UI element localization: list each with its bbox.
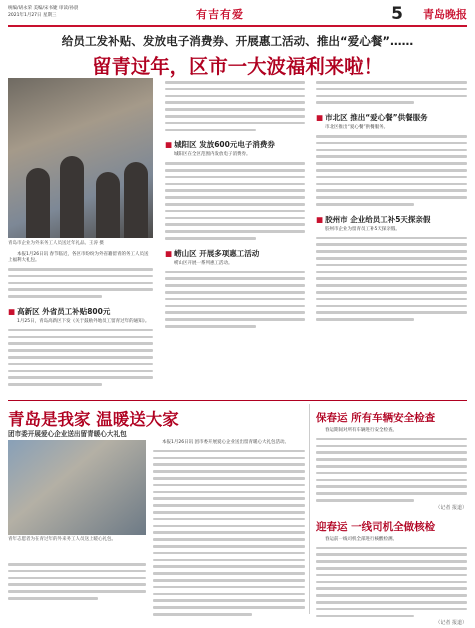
column-three (316, 78, 467, 323)
body-text-placeholder (316, 235, 467, 323)
section-marker-icon: ■ (165, 248, 173, 258)
side-briefs (316, 406, 467, 628)
bottom-column-one (8, 560, 146, 602)
photo-figure (26, 168, 50, 238)
body-text-placeholder (153, 448, 305, 618)
bottom-story-lead: 本报1月26日讯 团市委开展爱心企业送出留青暖心大礼包活动。 (162, 440, 290, 445)
brief-headline: 迎春运 一线司机全做核检 (316, 520, 436, 533)
section-divider (8, 400, 467, 401)
body-text-placeholder (165, 160, 305, 242)
section-marker-icon: ■ (316, 113, 324, 123)
section-lead: 市北区推出“爱心餐”供餐服务。 (325, 125, 389, 131)
body-text-placeholder (165, 269, 305, 330)
brief-byline: （记者 报道） (435, 620, 467, 627)
brief-lead: 春运前一线司机全部进行核酸检测。 (325, 536, 397, 542)
photo-figure (124, 162, 148, 238)
section-marker-icon: ■ (8, 307, 16, 317)
body-text-placeholder (8, 561, 146, 602)
story-lead: 本报1月26日讯 春节临近，各区市纷纷为外省籍留青的务工人员送上福利大礼包。 (8, 251, 149, 264)
masthead (8, 4, 467, 24)
page-number: 5 (391, 4, 403, 24)
section-heading: ■ 崂山区 开展多项惠工活动 (165, 248, 260, 258)
bottom-story-deck: 团市委开展爱心企业送出留青暖心大礼包 (8, 430, 127, 438)
masthead-meta (8, 5, 78, 19)
section-heading: ■ 市北区 推出“爱心餐”供餐服务 (316, 113, 428, 123)
editor-credits: 统编/胡永荣 美编/宋书婕 审读/孙晨 (8, 6, 79, 11)
photo-figure (60, 156, 84, 238)
section-heading: ■ 城阳区 发放600元电子消费券 (165, 140, 275, 150)
column-name: 有吉有爱 (196, 8, 244, 21)
news-photo (8, 78, 153, 238)
bottom-story-headline: 青岛是我家 温暖送大家 (8, 410, 179, 429)
body-text-placeholder (316, 436, 467, 504)
issue-date: 2021年1月27日 星期三 (8, 13, 57, 18)
column-one (8, 78, 153, 388)
section-lead: 胶州市企业为留青员工补5天探亲假。 (325, 226, 400, 232)
section-lead: 城阳区在全区范围内发放电子消费券。 (174, 152, 251, 158)
column-divider (309, 404, 310, 614)
section-heading: ■ 胶州市 企业给员工补5天探亲假 (316, 214, 431, 224)
top-story-headline: 留青过年，区市一大波福利来啦！ (92, 55, 383, 78)
section-marker-icon: ■ (165, 140, 173, 150)
masthead-rule (8, 25, 467, 27)
brief-headline: 保春运 所有车辆安全检查 (316, 412, 436, 424)
bottom-news-photo (8, 440, 146, 535)
photo-caption: 青岛市企业为外来务工人员送过年礼品。王涛 摄 (8, 241, 104, 246)
body-text-placeholder (316, 79, 467, 106)
body-text-placeholder (316, 545, 467, 620)
brief-lead: 春运期间对所有车辆进行安全检查。 (325, 428, 397, 433)
section-lead: 1月25日，青岛高新区下发《关于鼓励外地员工留青过年的通知》。 (17, 319, 150, 325)
body-text-placeholder (8, 327, 153, 388)
column-two (165, 78, 305, 330)
section-marker-icon: ■ (316, 214, 324, 224)
body-text-placeholder (8, 266, 153, 300)
bottom-column-two (153, 440, 305, 618)
bottom-photo-caption: 青年志愿者为在青过年的外来务工人员送上暖心礼包。 (8, 537, 116, 542)
body-text-placeholder (316, 133, 467, 208)
section-heading: ■ 高新区 外省员工补贴800元 (8, 307, 111, 317)
top-story-deck: 给员工发补贴、发放电子消费券、开展惠工活动、推出“爱心餐”…… (61, 34, 414, 48)
photo-figure (96, 172, 120, 238)
newspaper-logo: 青岛晚报 (423, 8, 467, 21)
body-text-placeholder (165, 79, 305, 133)
brief-byline: （记者 报道） (435, 504, 467, 511)
section-lead: 崂山区开展一系列惠工活动。 (174, 260, 233, 266)
